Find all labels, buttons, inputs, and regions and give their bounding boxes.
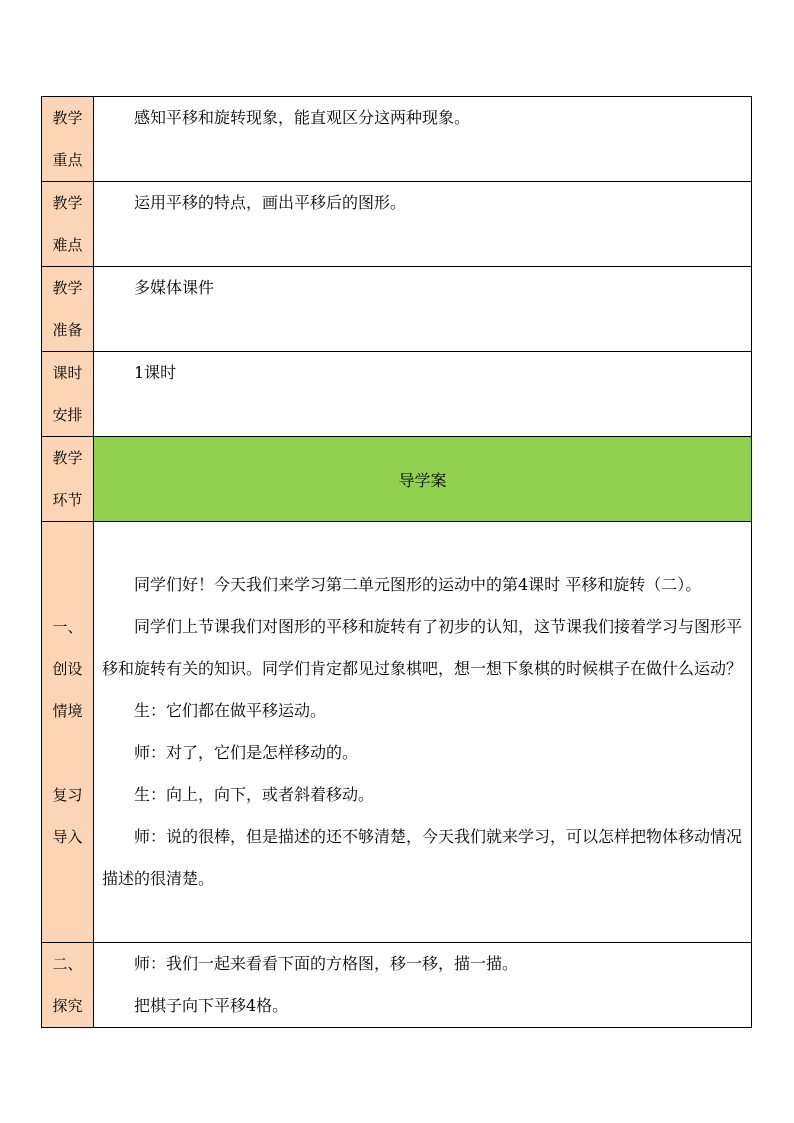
- label-line: 导入: [52, 828, 83, 846]
- label-teaching-stage: [42, 437, 94, 522]
- paragraph: 生：向上，向下，或者斜着移动。: [134, 785, 375, 804]
- row-preparation: [42, 267, 752, 352]
- paragraph: 师：说的很棒，但是描述的还不够清楚，今天我们就来学习，可以怎样把物体移动情况描述的很清楚。: [102, 827, 743, 888]
- content-text: 感知平移和旋转现象，能直观区分这两种现象。: [134, 108, 471, 127]
- content-schedule: [94, 352, 752, 437]
- paragraph: 把棋子向下平移4格。: [134, 996, 289, 1015]
- label-line: 复习: [52, 786, 83, 804]
- label-preparation: [42, 267, 94, 352]
- row-section-1: [42, 522, 752, 943]
- row-key-points: [42, 97, 752, 182]
- label-line: 难点: [52, 236, 83, 254]
- row-schedule: [42, 352, 752, 437]
- row-difficulties: [42, 182, 752, 267]
- content-difficulties: [94, 182, 752, 267]
- label-line: 创设: [52, 660, 83, 678]
- content-text: 运用平移的特点，画出平移后的图形。: [134, 193, 407, 212]
- content-text: 1课时: [134, 363, 177, 382]
- label-line: 准备: [52, 321, 83, 339]
- label-line: 安排: [52, 406, 83, 424]
- label-section-1: [42, 522, 94, 943]
- paragraph: 同学们上节课我们对图形的平移和旋转有了初步的认知，这节课我们接着学习与图形平移和旋转有关的知识。同学们肯定都见过象棋吧，想一想下象棋的时候棋子在做什么运动？: [102, 617, 743, 678]
- label-line: 教学: [52, 109, 83, 127]
- content-key-points: [94, 97, 752, 182]
- content-preparation: [94, 267, 752, 352]
- label-line: 探究: [52, 997, 83, 1015]
- label-line: 教学: [52, 194, 83, 212]
- paragraph: 同学们好！今天我们来学习第二单元图形的运动中的第4课时 平移和旋转（二）。: [134, 575, 702, 594]
- content-section-1: [94, 522, 752, 943]
- paragraph: 生：它们都在做平移运动。: [134, 701, 327, 720]
- row-section-2: [42, 943, 752, 1028]
- label-line: 情境: [52, 702, 83, 720]
- label-difficulties: [42, 182, 94, 267]
- paragraph: 师：我们一起来看看下面的方格图，移一移，描一描。: [134, 954, 519, 973]
- paragraph: 师：对了，它们是怎样移动的。: [134, 743, 359, 762]
- label-line: 教学: [52, 449, 83, 467]
- label-line: 二、: [52, 955, 83, 973]
- label-line: 教学: [52, 279, 83, 297]
- label-key-points: [42, 97, 94, 182]
- label-section-2: [42, 943, 94, 1028]
- row-teaching-stage: [42, 437, 752, 522]
- label-schedule: [42, 352, 94, 437]
- lesson-plan-table: [41, 96, 752, 1028]
- content-text: 多媒体课件: [134, 278, 215, 297]
- label-line: 重点: [52, 151, 83, 169]
- content-section-2: [94, 943, 752, 1028]
- label-line: 一、: [52, 618, 83, 636]
- guided-plan-header: 导学案: [94, 437, 752, 522]
- label-line: 环节: [52, 491, 83, 509]
- label-line: 课时: [52, 364, 83, 382]
